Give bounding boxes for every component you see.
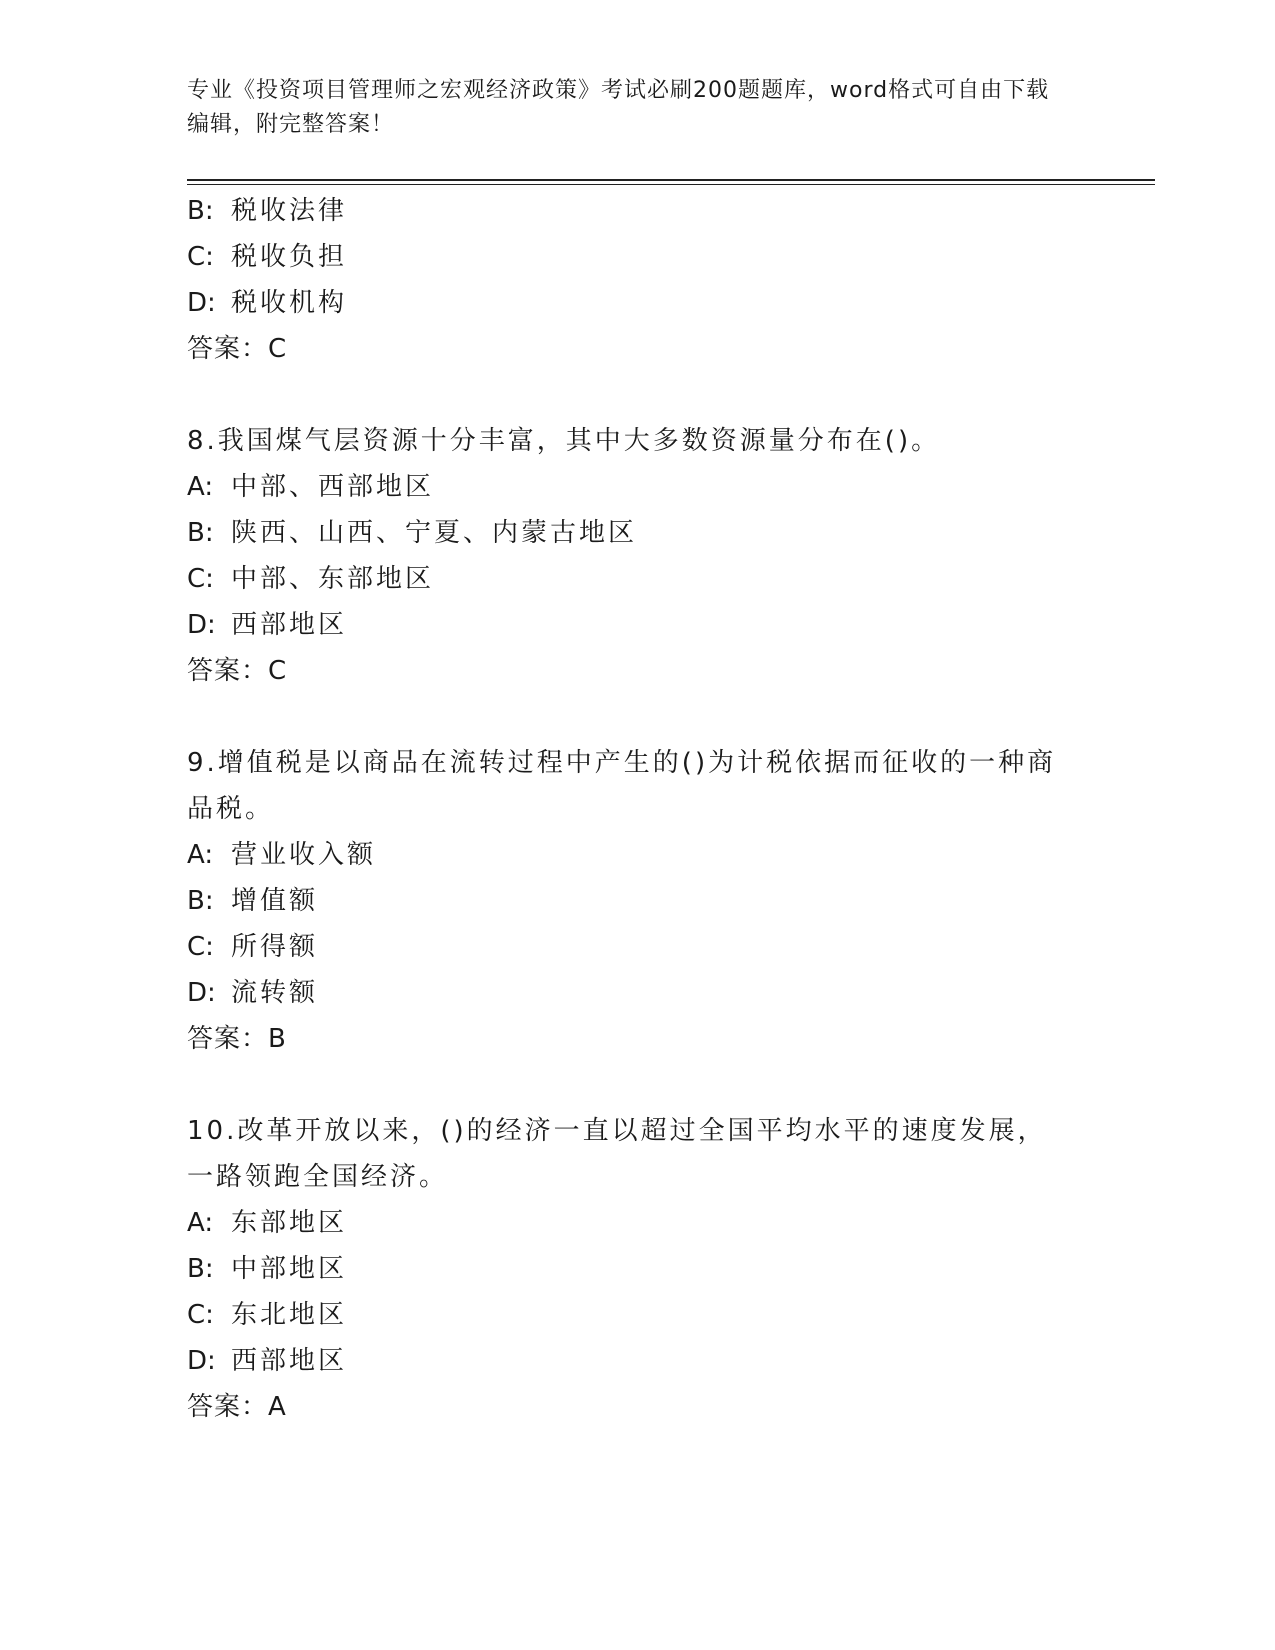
option-text: 中部地区: [231, 1254, 348, 1284]
spacer: [187, 694, 1087, 740]
header-rule-thin: [187, 184, 1155, 185]
option-text: 西部地区: [231, 610, 348, 640]
option-line: [187, 464, 1087, 510]
option-line: [187, 188, 1087, 234]
spacer: [187, 372, 1087, 418]
header-rule-thick: [187, 179, 1155, 181]
option-text: 流转额: [231, 978, 319, 1008]
option-line: [187, 1292, 1087, 1338]
option-line: [187, 510, 1087, 556]
option-letter: B:: [187, 518, 214, 548]
option-letter: C:: [187, 932, 214, 962]
option-line: [187, 878, 1087, 924]
option-text: 税收法律: [231, 196, 348, 226]
answer-line: 答案：C: [187, 334, 288, 364]
question-text: 9.增值税是以商品在流转过程中产生的()为计税依据而征收的一种商品税。: [187, 748, 1057, 824]
option-letter: C:: [187, 242, 214, 272]
answer-line: 答案：B: [187, 1024, 287, 1054]
option-line: [187, 1246, 1087, 1292]
header-text: 专业《投资项目管理师之宏观经济政策》考试必刷200题题库，word格式可自由下载编辑，附完整答案！: [187, 78, 1050, 137]
option-line: [187, 234, 1087, 280]
option-letter: A:: [187, 840, 214, 870]
option-text: 中部、东部地区: [231, 564, 435, 594]
option-line: [187, 602, 1087, 648]
option-line: [187, 924, 1087, 970]
option-letter: A:: [187, 472, 214, 502]
option-line: [187, 556, 1087, 602]
option-text: 陕西、山西、宁夏、内蒙古地区: [231, 518, 638, 548]
option-line: [187, 1200, 1087, 1246]
option-text: 营业收入额: [231, 840, 377, 870]
option-letter: D:: [187, 978, 216, 1008]
option-line: [187, 970, 1087, 1016]
answer-line: 答案：A: [187, 1392, 287, 1422]
answer-line: 答案：C: [187, 656, 288, 686]
option-letter: A:: [187, 1208, 214, 1238]
option-letter: D:: [187, 1346, 216, 1376]
option-line: [187, 832, 1087, 878]
option-text: 中部、西部地区: [231, 472, 435, 502]
spacer: [187, 1062, 1087, 1108]
option-letter: B:: [187, 196, 214, 226]
option-text: 税收机构: [231, 288, 348, 318]
option-letter: D:: [187, 610, 216, 640]
option-letter: C:: [187, 564, 214, 594]
option-letter: C:: [187, 1300, 214, 1330]
question-content: [187, 188, 1087, 1430]
option-text: 增值额: [231, 886, 319, 916]
question-text: 8.我国煤气层资源十分丰富，其中大多数资源量分布在()。: [187, 426, 941, 456]
option-letter: B:: [187, 1254, 214, 1284]
option-text: 所得额: [231, 932, 319, 962]
option-text: 东部地区: [231, 1208, 348, 1238]
option-text: 西部地区: [231, 1346, 348, 1376]
document-header: [187, 74, 1067, 142]
option-line: [187, 280, 1087, 326]
option-letter: B:: [187, 886, 214, 916]
option-letter: D:: [187, 288, 216, 318]
option-line: [187, 1338, 1087, 1384]
option-text: 东北地区: [231, 1300, 348, 1330]
option-text: 税收负担: [231, 242, 348, 272]
question-text: 10.改革开放以来，()的经济一直以超过全国平均水平的速度发展，一路领跑全国经济。: [187, 1116, 1047, 1192]
